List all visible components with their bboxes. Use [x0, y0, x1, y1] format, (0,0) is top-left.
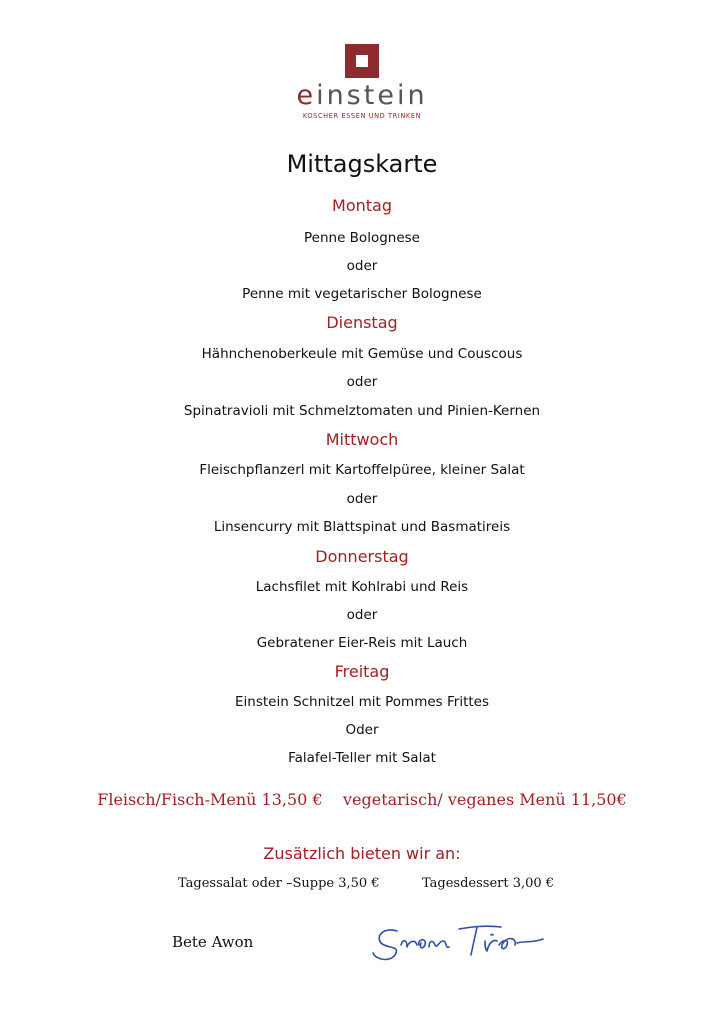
- dish-thursday-1: Lachsfilet mit Kohlrabi und Reis: [255, 579, 469, 595]
- or-monday: oder: [346, 258, 378, 274]
- extras-heading: Zusätzlich bieten wir an:: [263, 844, 461, 863]
- day-heading-thursday: Donnerstag: [315, 547, 409, 566]
- dish-wednesday-2: Linsencurry mit Blattspinat und Basmatireis: [213, 519, 511, 535]
- dish-thursday-2: Gebratener Eier-Reis mit Lauch: [256, 635, 468, 651]
- signature-image: [367, 905, 553, 971]
- or-thursday: oder: [346, 607, 378, 623]
- logo-square-icon: [345, 44, 379, 78]
- day-heading-monday: Montag: [332, 196, 392, 215]
- day-heading-wednesday: Mittwoch: [325, 430, 399, 449]
- or-tuesday: oder: [346, 374, 378, 390]
- dish-wednesday-1: Fleischpflanzerl mit Kartoffelpüree, kleiner Salat: [199, 462, 525, 478]
- extra-item-dessert: Tagesdessert 3,00 €: [422, 876, 555, 891]
- extra-item-salad-soup: Tagessalat oder –Suppe 3,50 €: [178, 876, 380, 891]
- dish-friday-2: Falafel-Teller mit Salat: [288, 750, 436, 766]
- signatory-name: Bete Awon: [172, 933, 254, 951]
- brand-name: einstein: [296, 80, 428, 111]
- dish-tuesday-1: Hähnchenoberkeule mit Gemüse und Couscous: [201, 346, 523, 362]
- dish-monday-1: Penne Bolognese: [304, 230, 420, 246]
- dish-friday-1: Einstein Schnitzel mit Pommes Frittes: [235, 694, 489, 710]
- page-title: Mittagskarte: [286, 150, 438, 178]
- dish-monday-2: Penne mit vegetarischer Bolognese: [242, 286, 482, 302]
- day-heading-tuesday: Dienstag: [326, 313, 398, 332]
- day-heading-friday: Freitag: [334, 662, 390, 681]
- brand-tagline: KOSCHER ESSEN UND TRINKEN: [302, 112, 422, 120]
- or-friday: Oder: [345, 722, 379, 738]
- handwritten-signature: [367, 905, 553, 971]
- or-wednesday: oder: [346, 491, 378, 507]
- menu-prices: Fleisch/Fisch-Menü 13,50 € vegetarisch/ veganes Menü 11,50€: [97, 790, 627, 809]
- dish-tuesday-2: Spinatravioli mit Schmelztomaten und Pinien-Kernen: [183, 403, 541, 419]
- brand-logo: [288, 40, 436, 122]
